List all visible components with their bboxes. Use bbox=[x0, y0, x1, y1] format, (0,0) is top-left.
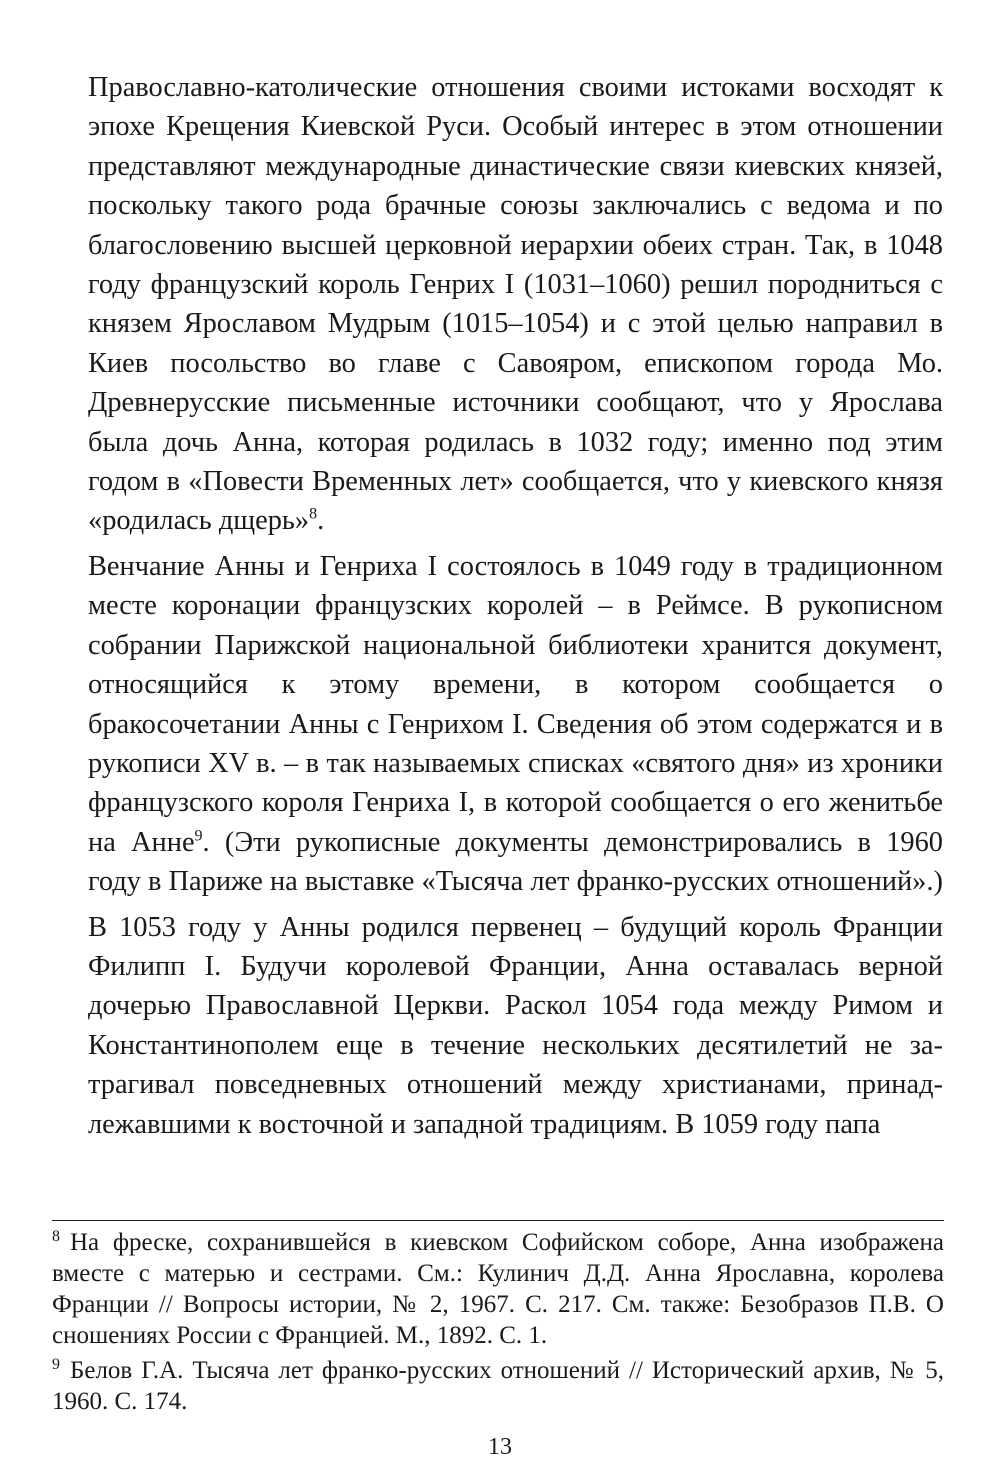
footnote-text: Белов Г.А. Тысяча лет франко-русских отношений // Исторический архив, № 5, 1960. С. 174. bbox=[52, 1357, 944, 1415]
paragraph-text: Венчание Анны и Генриха I состоялось в 1049 году в традиционном месте коронации французских королей – в Реймсе. В рукописном собрании Парижской национальной библиотеки хранится документ, относящийся к этому времени, в котором сообщается о бракосочетании Анны с Генрихом I. Сведения об этом содержатся и в рукописи XV в. – в так называемых списках «святого дня» из хроники французского короля Генриха I, в которой сообщается о его женитьбе на Анне bbox=[88, 550, 943, 858]
paragraph bbox=[88, 547, 943, 902]
footnotes bbox=[52, 1220, 944, 1417]
footnote-number: 8 bbox=[52, 1227, 60, 1245]
footnote-9 bbox=[52, 1355, 944, 1417]
footnote-ref-8[interactable]: 8 bbox=[309, 506, 318, 523]
footnote-divider bbox=[52, 1220, 944, 1221]
footnote-text: На фреске, сохранившейся в киевском Софийском соборе, Анна изображена вместе с матерью и сестрами. См.: Кулинич Д.Д. Анна Ярославна, королева Франции // Вопросы истории, № 2, 1967. С. 217. См. также: Безобразов П.В. О сношениях России с Францией. М., 1892. С. 1. bbox=[52, 1229, 944, 1349]
paragraph bbox=[88, 68, 943, 541]
page-number: 13 bbox=[488, 1434, 512, 1460]
main-text bbox=[88, 68, 943, 1144]
paragraph-text: Православно-католические отношения своими истоками восходят к эпохе Крещения Киевской Руси. Особый интерес в этом отношении представляют международные династические связи киевских князей, поскольку такого рода брачные союзы заключались с ведома и по благословению высшей церковной иерархии обеих стран. Так, в 1048 году французский король Генрих I (1031–1060) решил породниться с князем Ярославом Мудрым (1015–1054) и с этой целью направил в Киев посольство во главе с Савояром, епископом города Мо. Древнерусские письменные источники сообщают, что у Ярослава была дочь Анна, которая родилась в 1032 году; именно под этим годом в «Повести Временных лет» сообщается, что у киевского князя «родилась дщерь» bbox=[88, 72, 943, 537]
page-body bbox=[88, 68, 943, 1144]
paragraph-tail: . bbox=[317, 505, 325, 537]
paragraph-tail: . (Эти рукописные документы демонстрировались в 1960 году в Париже на выставке «Тысяча лет франко-русских отношений».) bbox=[88, 826, 943, 898]
footnote-number: 9 bbox=[52, 1355, 60, 1373]
footnote-8 bbox=[52, 1227, 944, 1351]
paragraph bbox=[88, 908, 943, 1144]
paragraph-text: В 1053 году у Анны родился первенец – будущий король Франции Филипп I. Будучи королевой Франции, Анна оставалась верной дочерью Православной Церкви. Раскол 1054 года между Римом и Константинополем еще в течение нескольких десятилетий не затрагивал повседневных отношений между христианами, принадлежавшими к восточной и западной традициям. В 1059 году папа bbox=[88, 911, 943, 1140]
footnote-ref-9[interactable]: 9 bbox=[194, 827, 203, 845]
